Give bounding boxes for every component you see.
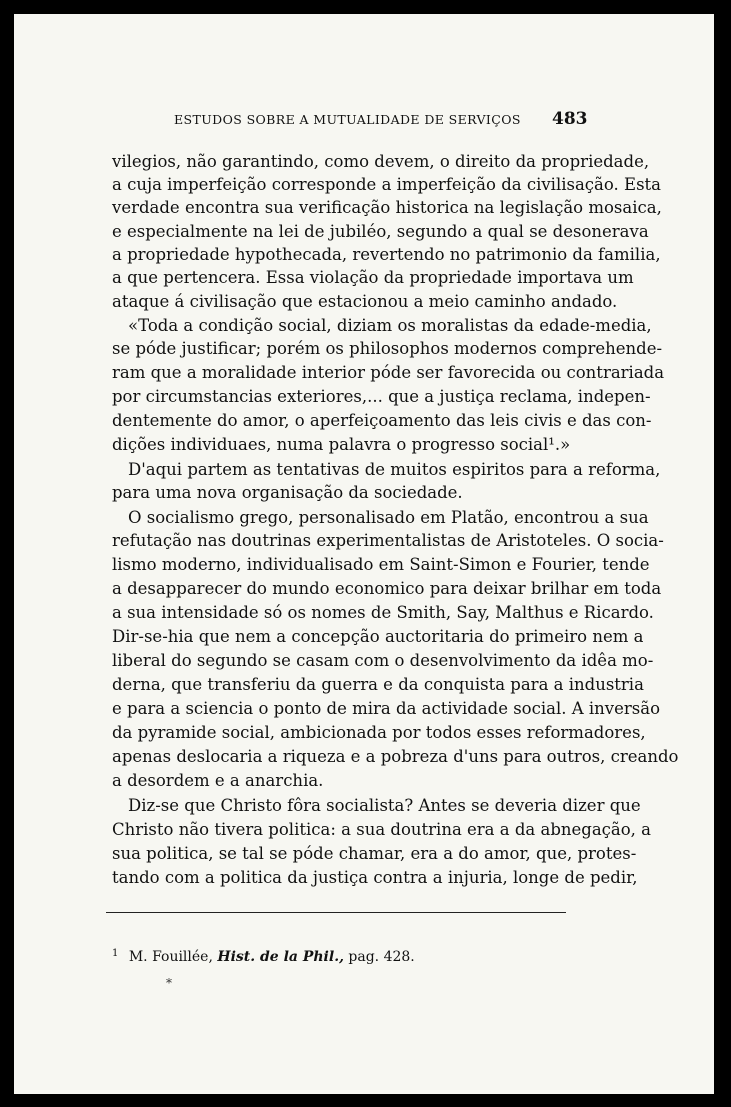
text-line: por circumstancias exteriores,... que a justiça reclama, indepen-: [112, 387, 651, 406]
footnote-rule: [106, 912, 566, 913]
text-line: Dir-se-hia que nem a concepção auctoritaria do primeiro nem a: [112, 627, 644, 646]
text-line: para uma nova organisação da sociedade.: [112, 483, 463, 502]
text-line: sua politica, se tal se póde chamar, era a do amor, que, protes-: [112, 844, 637, 863]
text-line: liberal do segundo se casam com o desenvolvimento da idêa mo-: [112, 651, 654, 670]
text-line: verdade encontra sua verificação historica na legislação mosaica,: [112, 198, 662, 217]
text-line: refutação nas doutrinas experimentalistas de Aristoteles. O socia-: [112, 531, 664, 550]
text-line: ataque á civilisação que estacionou a meio caminho andado.: [112, 292, 618, 311]
text-line: ram que a moralidade interior póde ser favorecida ou contrariada: [112, 363, 665, 382]
footnote: [112, 948, 415, 965]
text-line: se póde justificar; porém os philosophos modernos comprehende-: [112, 339, 663, 358]
page-number: 483: [552, 109, 588, 129]
text-line: Christo não tivera politica: a sua doutrina era a da abnegação, a: [112, 820, 652, 839]
text-line: da pyramide social, ambicionada por todos esses reformadores,: [112, 723, 646, 742]
text-line: D'aqui partem as tentativas de muitos espiritos para a reforma,: [128, 460, 661, 479]
ink-speck: *: [166, 976, 172, 990]
text-line: derna, que transferiu da guerra e da conquista para a industria: [112, 675, 644, 694]
text-line: a cuja imperfeição corresponde a imperfeição da civilisação. Esta: [112, 175, 662, 194]
text-line: e especialmente na lei de jubiléo, segundo a qual se desonerava: [112, 222, 649, 241]
running-header: ESTUDOS SOBRE A MUTUALIDADE DE SERVIÇOS: [174, 112, 521, 127]
footnote-page-ref: pag. 428.: [348, 949, 415, 965]
text-line: tando com a politica da justiça contra a injuria, longe de pedir,: [112, 868, 638, 887]
text-line: a desordem e a anarchia.: [112, 771, 324, 790]
text-line: apenas deslocaria a riqueza e a pobreza d'uns para outros, creando: [112, 747, 679, 766]
text-line: a propriedade hypothecada, revertendo no patrimonio da familia,: [112, 245, 661, 264]
text-line: Diz-se que Christo fôra socialista? Antes se deveria dizer que: [128, 796, 641, 815]
text-line: a desapparecer do mundo economico para deixar brilhar em toda: [112, 579, 662, 598]
text-line: a sua intensidade só os nomes de Smith, Say, Malthus e Ricardo.: [112, 603, 654, 622]
text-line: dentemente do amor, o aperfeiçoamento das leis civis e das con-: [112, 411, 652, 430]
text-line: dições individuaes, numa palavra o progresso social¹.»: [112, 435, 571, 454]
text-line: a que pertencera. Essa violação da propriedade importava um: [112, 268, 634, 287]
footnote-author: M. Fouillée,: [128, 949, 213, 965]
text-line: e para a sciencia o ponto de mira da actividade social. A inversão: [112, 699, 661, 718]
book-page: [14, 14, 714, 1094]
text-line: lismo moderno, individualisado em Saint-Simon e Fourier, tende: [112, 555, 650, 574]
text-line: O socialismo grego, personalisado em Platão, encontrou a sua: [128, 508, 649, 527]
text-line: vilegios, não garantindo, como devem, o direito da propriedade,: [112, 152, 650, 171]
footnote-marker: 1: [112, 948, 119, 959]
text-line: «Toda a condição social, diziam os moralistas da edade-media,: [128, 316, 652, 335]
footnote-work-title: Hist. de la Phil.,: [217, 949, 344, 965]
